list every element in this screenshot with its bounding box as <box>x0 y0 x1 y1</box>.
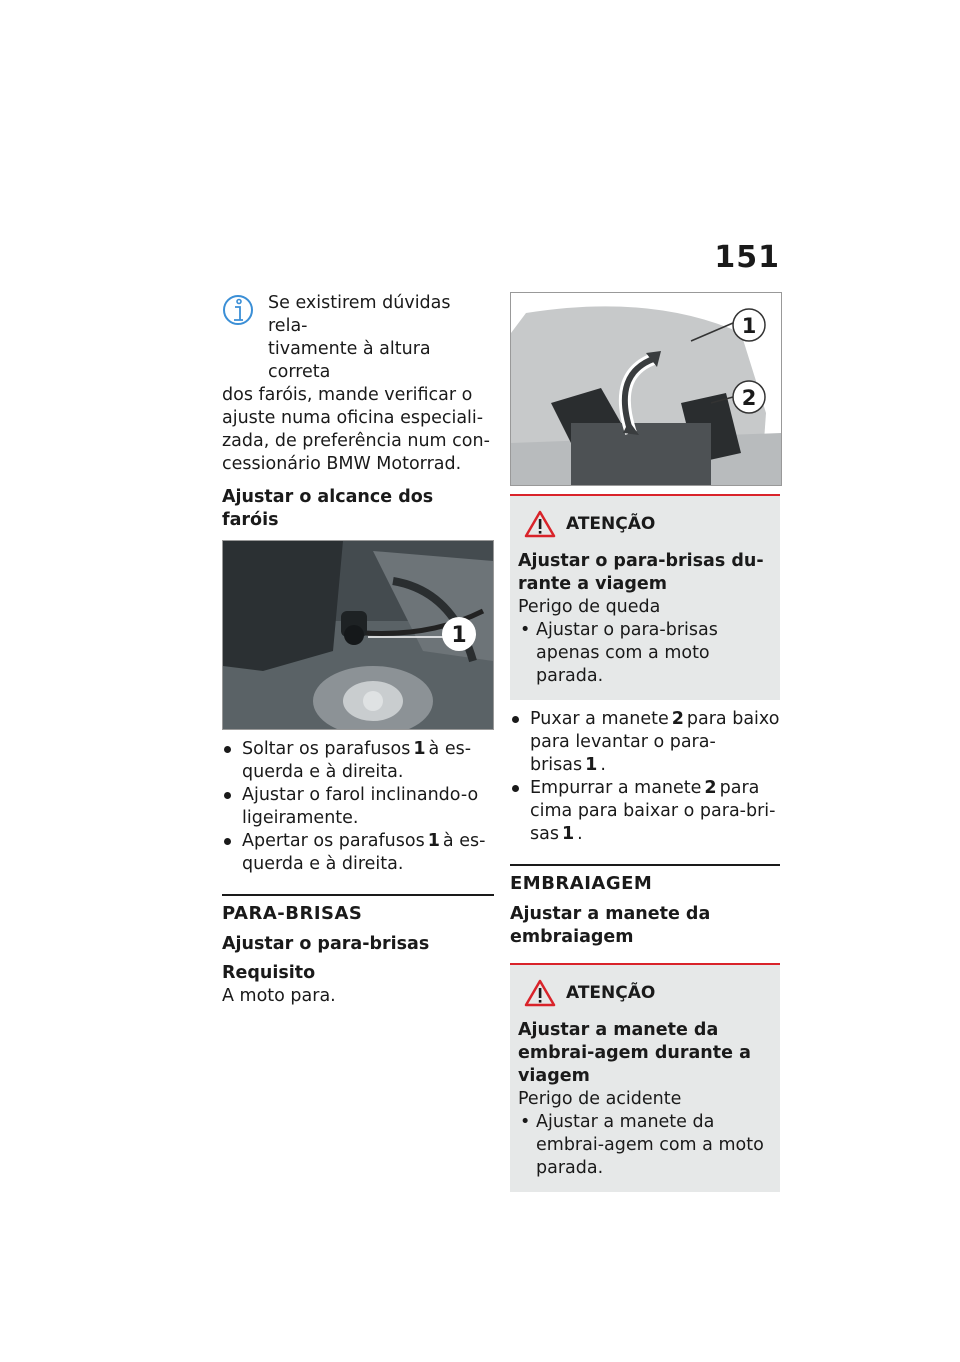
info-line: cessionário BMW Motorrad. <box>222 454 462 474</box>
step-text: Puxar a manete <box>530 709 669 729</box>
warning-header <box>518 979 770 1007</box>
warning-list <box>518 619 770 688</box>
section-title-windshield: PARA-BRISAS <box>222 903 363 924</box>
info-line: tivamente à altura correta <box>268 339 431 382</box>
warning-title: ATENÇÃO <box>566 982 656 1003</box>
warning-heading: Ajustar o para-brisas du-rante a viagem <box>518 551 764 594</box>
windshield-subheading: Ajustar o para-brisas <box>222 934 430 954</box>
headlight-subheading: Ajustar o alcance dos faróis <box>222 487 434 530</box>
step-text: Soltar os parafusos <box>242 739 411 759</box>
warning-text: Perigo de queda <box>518 597 661 617</box>
right-column <box>510 292 780 1192</box>
section-divider <box>510 864 780 866</box>
info-line: zada, de preferência num con- <box>222 431 490 451</box>
step-text: Ajustar o farol inclinando-o ligeiramente. <box>242 785 479 828</box>
clutch-subheading: Ajustar a manete da embraiagem <box>510 904 711 947</box>
step-number: 2 <box>671 709 684 729</box>
requirement-text: A moto para. <box>222 986 336 1006</box>
info-note <box>222 290 494 476</box>
step-text: para baixo para levantar o para-brisas <box>530 709 780 775</box>
warning-triangle-icon <box>524 510 556 538</box>
step-number: 1 <box>427 831 440 851</box>
section-divider <box>222 894 494 896</box>
page-number: 151 <box>714 240 780 275</box>
warning-header <box>518 510 770 538</box>
warning-triangle-icon <box>524 979 556 1007</box>
info-icon <box>222 292 258 328</box>
windshield-callout-1: 1 <box>741 314 757 338</box>
list-item <box>222 738 494 784</box>
info-line: dos faróis, mande verificar o <box>222 385 473 405</box>
step-text: Apertar os parafusos <box>242 831 425 851</box>
list-item: • Ajustar a manete da embrai-agem com a moto parada. <box>518 1111 770 1180</box>
list-item <box>222 830 494 876</box>
windshield-adjust-photo <box>510 292 782 486</box>
warning-heading: Ajustar a manete da embrai-agem durante a viagem <box>518 1020 751 1086</box>
requirement-label: Requisito <box>222 963 316 983</box>
list-item <box>510 708 780 777</box>
warning-title: ATENÇÃO <box>566 513 656 534</box>
section-title-clutch: EMBRAIAGEM <box>510 873 653 894</box>
step-text: . <box>600 755 606 775</box>
left-column <box>222 290 494 1008</box>
step-text: à es-querda e à direita. <box>242 831 486 874</box>
windshield-steps <box>510 708 780 846</box>
list-item: • Ajustar o para-brisas apenas com a moto parada. <box>518 619 770 688</box>
info-line: Se existirem dúvidas rela- <box>268 293 451 336</box>
headlight-callout-1: 1 <box>451 623 467 648</box>
warning-text: Perigo de acidente <box>518 1089 682 1109</box>
list-item <box>510 777 780 846</box>
headlight-steps <box>222 738 494 876</box>
windshield-callout-2: 2 <box>741 386 757 410</box>
step-number: 1 <box>561 824 575 844</box>
step-text: para cima para baixar o para-bri-sas <box>530 778 776 844</box>
warning-box-windshield <box>510 494 780 700</box>
warning-list <box>518 1111 770 1180</box>
step-number: 1 <box>585 755 598 775</box>
step-text: Empurrar a manete <box>530 778 702 798</box>
step-number: 1 <box>413 739 426 759</box>
step-text: . <box>577 824 583 844</box>
headlight-adjust-photo <box>222 540 494 730</box>
list-item <box>222 784 494 830</box>
info-line: ajuste numa oficina especiali- <box>222 408 484 428</box>
warning-box-clutch <box>510 963 780 1192</box>
step-text: à es-querda e à direita. <box>242 739 472 782</box>
step-number: 2 <box>704 778 717 798</box>
